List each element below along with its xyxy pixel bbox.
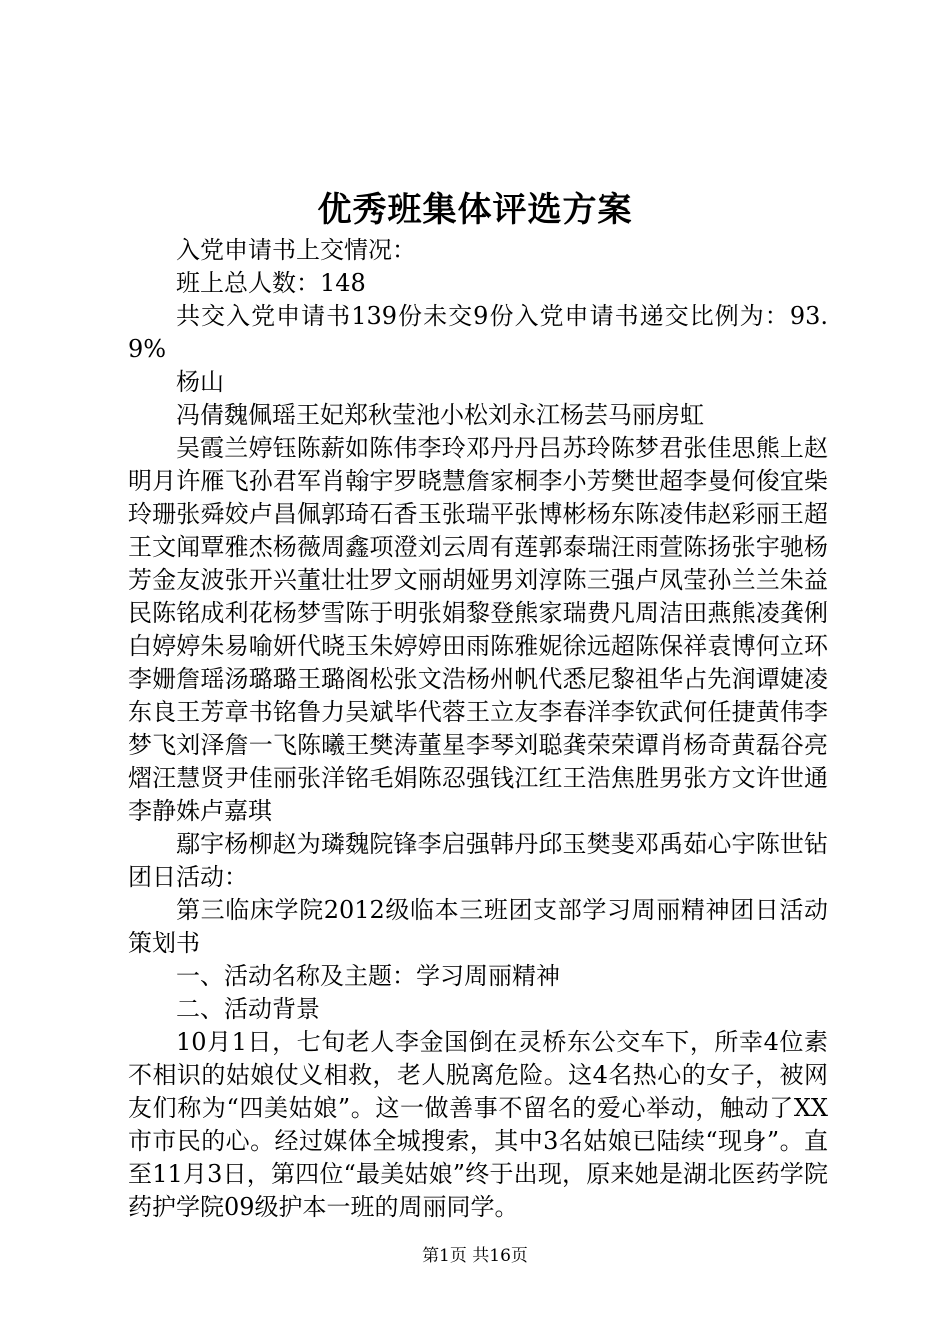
- page-footer: [0, 1244, 950, 1268]
- paragraph-name-list-2: 吴霞兰婷钰陈薪如陈伟李玲邓丹丹吕苏玲陈梦君张佳思熊上赵明月许雁飞孙君军肖翰宇罗晓慧詹家桐李小芳樊世超李曼何俊宜柴玲珊张舜姣卢昌佩郭琦石香玉张瑞平张博彬杨东陈凌伟赵彩丽王超王文闻覃雅杰杨薇周鑫项澄刘云周有莲郭泰瑞汪雨萱陈扬张宇驰杨芳金友波张开兴董壮壮罗文丽胡娅男刘淳陈三强卢凤莹孙兰兰朱益民陈铭成利花杨梦雪陈于明张娟黎登熊家瑞费凡周洁田燕熊凌龚俐白婷婷朱易喻妍代晓玉朱婷婷田雨陈雅妮徐远超陈保祥袁博何立环李姗詹瑶汤璐璐王璐阁松张文浩杨州帆代悉尼黎祖华占先润谭婕凌东良王芳章书铭鲁力吴斌毕代蓉王立友李春洋李钦武何任捷黄伟李梦飞刘泽詹一飞陈曦王樊涛董星李琴刘聪龚荣荣谭肖杨奇黄磊谷亮熠汪慧贤尹佳丽张洋铭毛娟陈忍强钱江红王浩焦胜男张方文许世通李静姝卢嘉琪: [128, 434, 828, 825]
- paragraph-background-story: 10月1日，七旬老人李金国倒在灵桥东公交车下，所幸4位素不相识的姑娘仗义相救，老人脱离危险。这4名热心的女子，被网友们称为“四美姑娘”。这一做善事不留名的爱心举动，触动了XX市市民的心。经过媒体全城搜索，其中3名姑娘已陆续“现身”。直至11月3日，第四位“最美姑娘”终于出现，原来她是湖北医药学院药护学院09级护本一班的周丽同学。: [128, 1028, 828, 1221]
- paragraph-name-list-3: 鄢宇杨柳赵为璘魏院锋李启强韩丹邱玉樊斐邓禹茹心宇陈世钻团日活动：: [128, 830, 828, 891]
- page-total: 共16页: [472, 1246, 528, 1266]
- section-activity-background: 二、活动背景: [176, 995, 320, 1023]
- section-activity-name: 一、活动名称及主题：学习周丽精神: [176, 962, 560, 990]
- paragraph-application-status: 入党申请书上交情况：: [176, 236, 416, 264]
- paragraph-submission-ratio: 共交入党申请书139份未交9份入党申请书递交比例为：93.9%: [128, 302, 828, 363]
- paragraph-name-list-1: 冯倩魏佩瑶王妃郑秋莹池小松刘永江杨芸马丽房虹: [176, 401, 704, 429]
- paragraph-class-total: 班上总人数：148: [176, 269, 366, 297]
- paragraph-plan-heading: 第三临床学院2012级临本三班团支部学习周丽精神团日活动策划书: [128, 896, 828, 957]
- paragraph-name: 杨山: [176, 368, 224, 396]
- document-body: [128, 234, 828, 1224]
- page-number: 第1页: [422, 1246, 467, 1266]
- document-title: 优秀班集体评选方案: [317, 190, 633, 230]
